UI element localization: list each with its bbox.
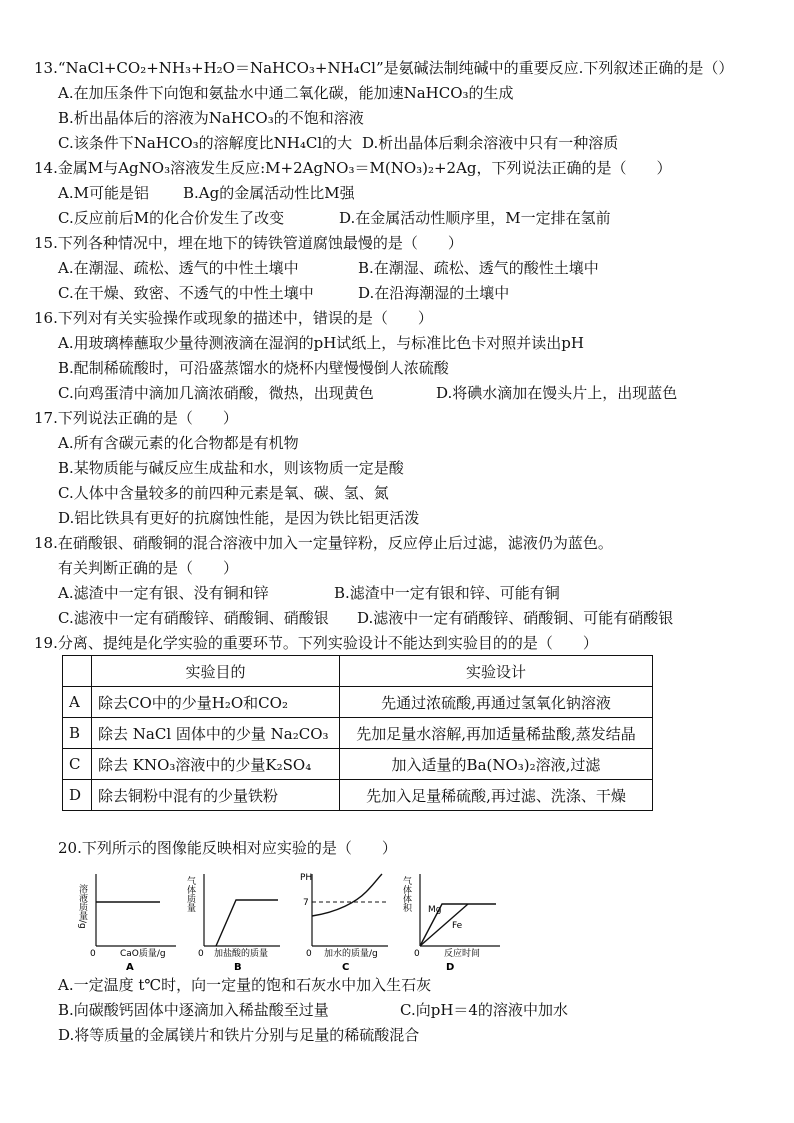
row-design: 先加入足量稀硫酸,再过滤、洗涤、干燥: [340, 780, 653, 811]
q14-option-d: D.在金属活动性顺序里，M一定排在氢前: [339, 209, 611, 227]
tick-7: 7: [303, 898, 309, 908]
fe-label: Fe: [452, 921, 463, 931]
table-header-row: [63, 656, 653, 687]
row-goal: 除去 NaCl 固体中的少量 Na₂CO₃: [92, 718, 340, 749]
graph-a: [77, 868, 178, 973]
q15-option-b: B.在潮湿、疏松、透气的酸性土壤中: [358, 259, 599, 277]
q17-option-c: C.人体中含量较多的前四种元素是氧、碳、氢、氮: [58, 484, 389, 502]
q16-option-c: C.向鸡蛋清中滴加几滴浓硝酸，微热，出现黄色: [58, 384, 374, 402]
table-header-goal: 实验目的: [92, 656, 340, 687]
curve: [312, 874, 382, 916]
q18-stem: 18.在硝酸银、硝酸铜的混合溶液中加入一定量锌粉，反应停止后过滤，滤液仍为蓝色。: [34, 534, 613, 552]
q16-stem: 16.下列对有关实验操作或现象的描述中，错误的是（ ）: [34, 309, 433, 327]
x-label: CaO质量/g: [120, 949, 166, 959]
q20-option-d: D.将等质量的金属镁片和铁片分别与足量的稀硫酸混合: [58, 1026, 420, 1044]
graph-letter: A: [126, 962, 134, 973]
y-label: 气体质量: [185, 876, 195, 912]
q18-option-b: B.滤渣中一定有银和锌、可能有铜: [334, 584, 560, 602]
graph-d: [401, 868, 502, 973]
y-label: PH: [300, 873, 313, 883]
q15-stem: 15.下列各种情况中，埋在地下的铸铁管道腐蚀最慢的是（ ）: [34, 234, 463, 252]
q13-option-a: A.在加压条件下向饱和氨盐水中通二氧化碳，能加速NaHCO₃的生成: [58, 84, 514, 102]
q20-option-c: C.向pH＝4的溶液中加水: [400, 1001, 568, 1019]
q20-option-b: B.向碳酸钙固体中逐滴加入稀盐酸至过量: [58, 1001, 329, 1019]
graph-b-svg: [185, 868, 286, 973]
q16-option-b: B.配制稀硫酸时，可沿盛蒸馏水的烧杯内壁慢慢倒人浓硫酸: [58, 359, 449, 377]
graph-a-svg: [77, 868, 178, 973]
q15-option-a: A.在潮湿、疏松、透气的中性土壤中: [58, 259, 299, 277]
row-goal: 除去CO中的少量H₂O和CO₂: [92, 687, 340, 718]
q19-table: [62, 655, 653, 811]
origin-label: 0: [198, 949, 204, 959]
graph-letter: D: [446, 962, 455, 973]
x-label: 反应时间: [444, 949, 481, 959]
table-row: [63, 749, 653, 780]
mg-label: Mg: [428, 905, 442, 915]
graph-b: [185, 868, 286, 973]
row-letter: B: [63, 718, 92, 749]
graph-letter: C: [342, 962, 350, 973]
q13-option-d: D.析出晶体后剩余溶液中只有一种溶质: [362, 134, 619, 152]
q13-option-b: B.析出晶体后的溶液为NaHCO₃的不饱和溶液: [58, 109, 364, 127]
row-letter: C: [63, 749, 92, 780]
origin-label: 0: [306, 949, 312, 959]
q17-option-a: A.所有含碳元素的化合物都是有机物: [58, 434, 299, 452]
row-letter: A: [63, 687, 92, 718]
row-design: 加入适量的Ba(NO₃)₂溶液,过滤: [340, 749, 653, 780]
q16-option-d: D.将碘水滴加在馒头片上，出现蓝色: [436, 384, 678, 402]
origin-label: 0: [414, 949, 420, 959]
graph-d-svg: [401, 868, 502, 973]
row-letter: D: [63, 780, 92, 811]
row-design: 先通过浓硫酸,再通过氢氧化钠溶液: [340, 687, 653, 718]
curve: [216, 900, 278, 946]
q14-option-a: A.M可能是铝: [58, 184, 149, 202]
row-design: 先加足量水溶解,再加适量稀盐酸,蒸发结晶: [340, 718, 653, 749]
row-goal: 除去铜粉中混有的少量铁粉: [92, 780, 340, 811]
q14-option-b: B.Ag的金属活动性比M强: [183, 184, 355, 202]
q14-stem: 14.金属M与AgNO₃溶液发生反应:M+2AgNO₃＝M(NO₃)₂+2Ag，下列说法正确的是（ ）: [34, 159, 672, 177]
q20-option-a: A.一定温度 t℃时，向一定量的饱和石灰水中加入生石灰: [58, 976, 432, 994]
q19-stem: 19.分离、提纯是化学实验的重要环节。下列实验设计不能达到实验目的的是（ ）: [34, 634, 598, 652]
q17-option-b: B.某物质能与碱反应生成盐和水，则该物质一定是酸: [58, 459, 404, 477]
q13-stem: 13.“NaCl+CO₂+NH₃+H₂O＝NaHCO₃+NH₄Cl”是氨碱法制纯碱中的重要反应.下列叙述正确的是（）: [34, 59, 734, 77]
y-label: 溶液质量/g: [77, 884, 87, 929]
q15-option-d: D.在沿海潮湿的土壤中: [358, 284, 510, 302]
table-row: [63, 687, 653, 718]
table-corner-cell: [63, 656, 92, 687]
q18-option-c: C.滤液中一定有硝酸锌、硝酸铜、硝酸银: [58, 609, 329, 627]
q13-option-c: C.该条件下NaHCO₃的溶解度比NH₄Cl的大: [58, 134, 353, 152]
q20-stem: 20.下列所示的图像能反映相对应实验的是（ ）: [58, 839, 397, 857]
x-label: 加盐酸的质量: [214, 949, 269, 959]
q17-option-d: D.铝比铁具有更好的抗腐蚀性能，是因为铁比铝更活泼: [58, 509, 420, 527]
table-row: [63, 718, 653, 749]
table-row: [63, 780, 653, 811]
graph-c: [298, 868, 394, 972]
q18-stem-cont: 有关判断正确的是（ ）: [58, 559, 239, 577]
q18-option-a: A.滤渣中一定有银、没有铜和锌: [58, 584, 269, 602]
q18-option-d: D.滤液中一定有硝酸锌、硝酸铜、可能有硝酸银: [357, 609, 674, 627]
graph-c-svg: [298, 868, 394, 972]
x-label: 加水的质量/g: [324, 949, 378, 959]
origin-label: 0: [90, 949, 96, 959]
q14-option-c: C.反应前后M的化合价发生了改变: [58, 209, 285, 227]
graph-letter: B: [234, 962, 242, 973]
q17-stem: 17.下列说法正确的是（ ）: [34, 409, 238, 427]
y-label: 气体体积: [401, 876, 411, 912]
row-goal: 除去 KNO₃溶液中的少量K₂SO₄: [92, 749, 340, 780]
table-header-design: 实验设计: [340, 656, 653, 687]
q16-option-a: A.用玻璃棒蘸取少量待测液滴在湿润的pH试纸上，与标准比色卡对照并读出pH: [58, 334, 584, 352]
q15-option-c: C.在干燥、致密、不透气的中性土壤中: [58, 284, 314, 302]
